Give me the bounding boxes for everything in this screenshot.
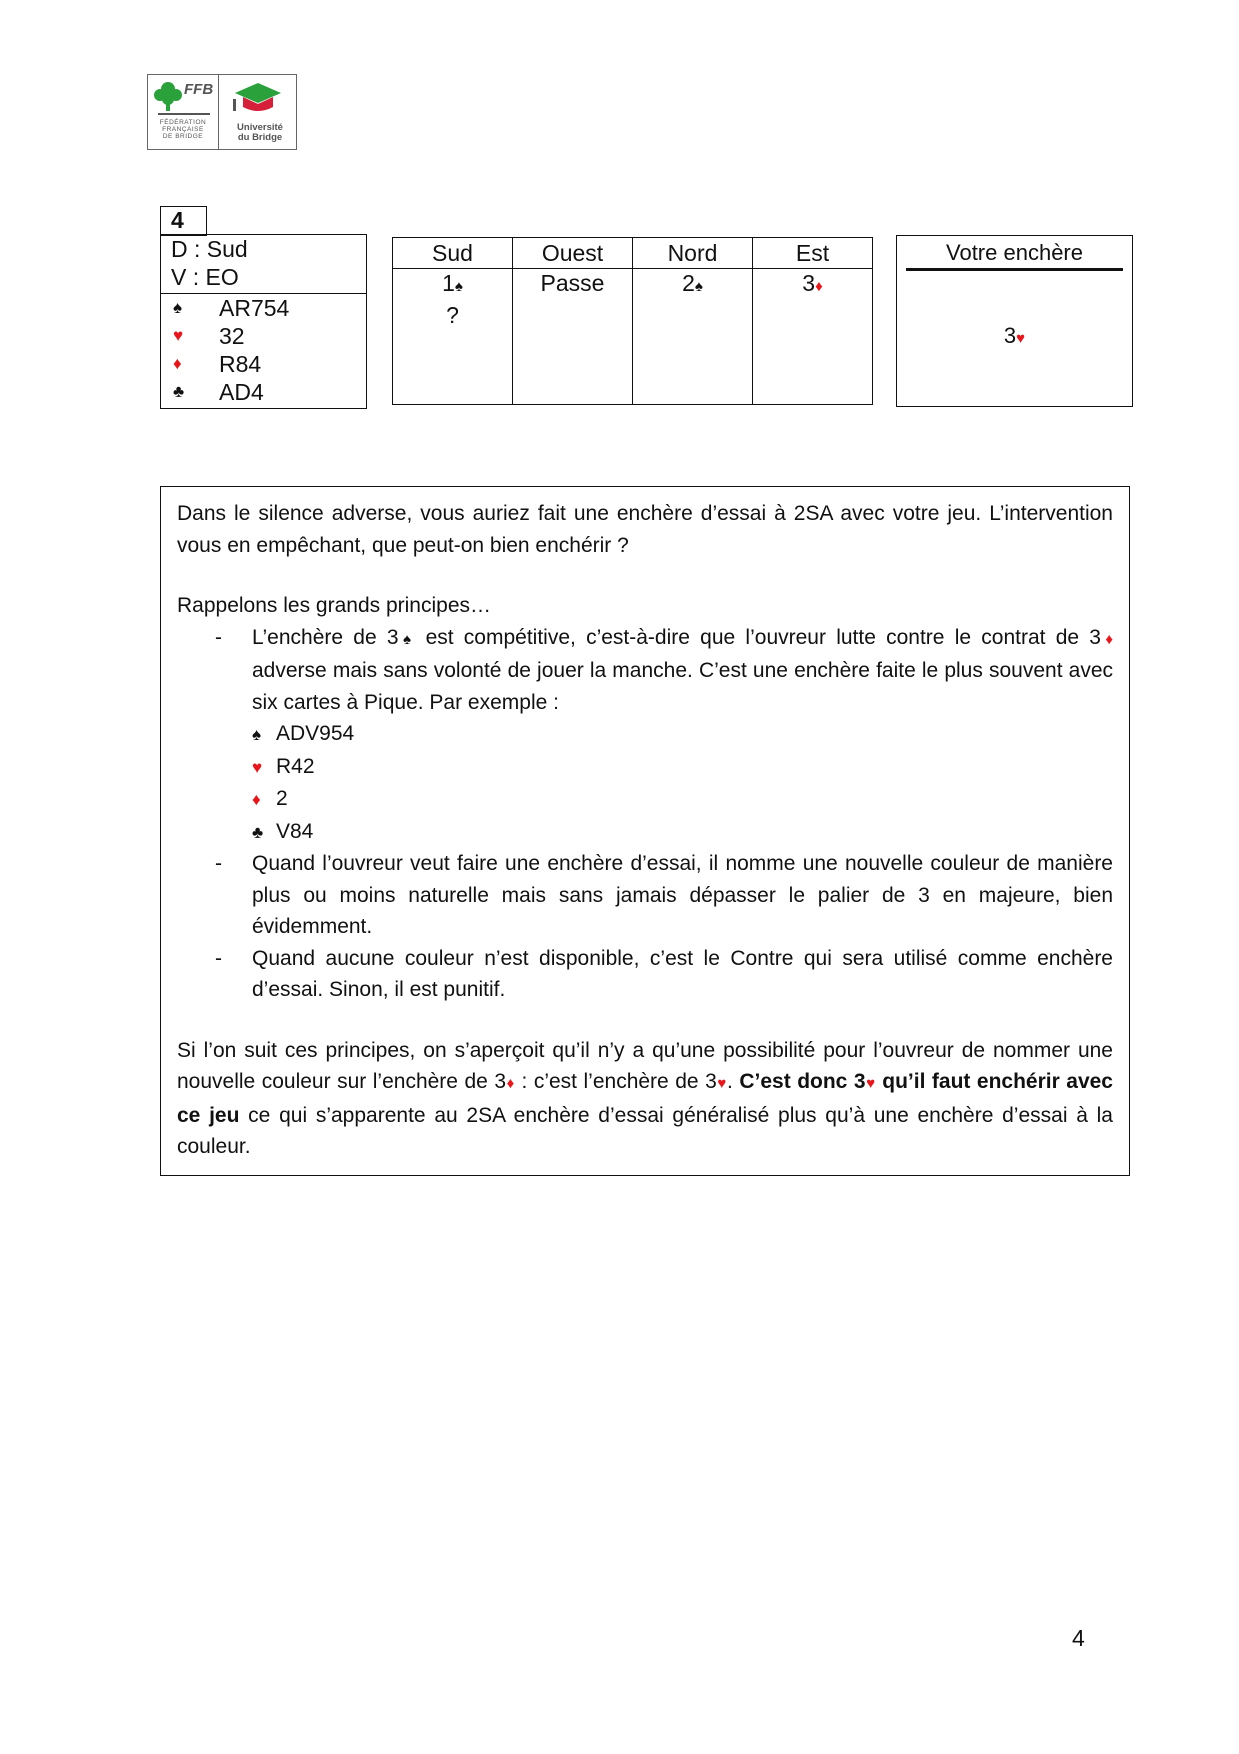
club-cards: AD4 [219, 379, 264, 405]
federation-name: FÉDÉRATION FRANÇAISE DE BRIDGE [159, 119, 207, 140]
ffb-logo [147, 74, 297, 150]
spade-icon: ♠ [252, 725, 262, 744]
deal-number: 4 [160, 206, 207, 236]
bid-nord-1: 2♠ [682, 270, 703, 296]
spade-cards: AR754 [219, 295, 290, 321]
diamond-icon: ♦ [1100, 630, 1114, 648]
club-icon: ♣ [173, 382, 185, 401]
heart-icon: ♥ [252, 757, 263, 777]
your-bid-box [896, 235, 1133, 407]
heart-icon: ♥ [1016, 330, 1026, 347]
example-diamonds: ♦ 2 [252, 783, 1113, 816]
bullet-competitive: - L’enchère de 3♠ est compétitive, c’est-à-dire que l’ouvreur lutte contre le contrat de 3♦ adverse mais sans volonté de jouer la manche. C’est une enchère faite le plus souvent avec six cartes à Pique. Par exemple : [215, 625, 1114, 714]
bids-nord [633, 269, 753, 405]
principles-heading: Rappelons les grands principes… [177, 594, 492, 617]
vulnerability: V : EO [171, 264, 239, 290]
spade-icon: ♠ [454, 278, 463, 295]
graduation-cap-icon [219, 75, 297, 121]
club-icon: ♣ [252, 822, 264, 842]
explanation-box [160, 486, 1130, 1176]
header-sud: Sud [393, 238, 513, 269]
bid-ouest-1: Passe [540, 270, 605, 296]
heart-icon: ♥ [716, 1075, 727, 1092]
example-spades: ♠ ADV954 [252, 718, 1113, 751]
header-ouest: Ouest [513, 238, 633, 269]
example-hand [177, 718, 1113, 848]
conclusion-bold: C’est donc 3♥ qu’il faut enchérir avec ce jeu [177, 1070, 1113, 1127]
heart-icon: ♥ [865, 1075, 876, 1092]
diamond-icon: ♦ [506, 1075, 515, 1092]
hand-row-spades [173, 294, 366, 322]
spade-icon: ♠ [694, 278, 703, 295]
dealer: D : Sud [171, 236, 248, 262]
bid-sud-1: 1♠ [442, 270, 463, 296]
your-bid-title: Votre enchère [946, 240, 1083, 265]
title-rule [906, 268, 1123, 271]
bullet-trial-bid: - Quand l’ouvreur veut faire une enchère d’essai, il nomme une nouvelle couleur de manière plus ou moins naturelle mais sans jamais dépasser le palier de 3 en majeure, bien évidemment. [215, 852, 1113, 938]
deal-box [160, 234, 367, 409]
hand-row-clubs [173, 378, 366, 406]
ffb-federation-logo [148, 75, 219, 149]
example-clubs: ♣ V84 [252, 816, 1113, 849]
header-nord: Nord [633, 238, 753, 269]
explanation-intro: Dans le silence adverse, vous auriez fait une enchère d’essai à 2SA avec votre jeu. L’intervention vous en empêchant, que peut-on bien enchérir ? [177, 502, 1113, 557]
bid-sud-2: ? [446, 302, 459, 328]
spade-icon: ♠ [398, 630, 416, 648]
ffb-wordmark: FFB [184, 81, 214, 98]
diamond-icon: ♦ [252, 790, 261, 809]
header-est: Est [753, 238, 873, 269]
universite-name: Université du Bridge [237, 122, 283, 143]
bid-est-1: 3♦ [802, 270, 823, 296]
hand-row-diamonds [173, 350, 366, 378]
diamond-icon: ♦ [815, 278, 823, 295]
spade-icon: ♠ [173, 298, 183, 317]
bids-sud [393, 269, 513, 405]
example-hearts: ♥ R42 [252, 751, 1113, 784]
heart-icon: ♥ [173, 326, 184, 345]
bullet-double: - Quand aucune couleur n’est disponible, c’est le Contre qui sera utilisé comme enchère d’essai. Sinon, il est punitif. [215, 946, 1113, 1001]
bidding-table [392, 237, 873, 405]
south-hand [161, 294, 366, 406]
diamond-icon: ♦ [173, 354, 182, 373]
diamond-cards: R84 [219, 351, 262, 377]
hand-row-hearts [173, 322, 366, 350]
heart-cards: 32 [219, 323, 245, 349]
universite-logo [219, 75, 296, 149]
bids-est [753, 269, 873, 405]
dealer-vulnerability [161, 235, 366, 294]
your-bid-answer: 3♥ [1003, 323, 1026, 348]
bids-ouest [513, 269, 633, 405]
conclusion: Si l’on suit ces principes, on s’aperçoit qu’il n’y a qu’une possibilité pour l’ouvreur de nommer une nouvelle couleur sur l’enchère de 3♦ : c’est l’enchère de 3♥. C’est donc 3♥ qu’il faut enchérir avec ce jeu ce qui s’apparente au 2SA enchère d’essai généralisé plus qu’à une enchère d’essai à la couleur. [177, 1038, 1113, 1158]
page-number: 4 [1072, 1625, 1085, 1651]
